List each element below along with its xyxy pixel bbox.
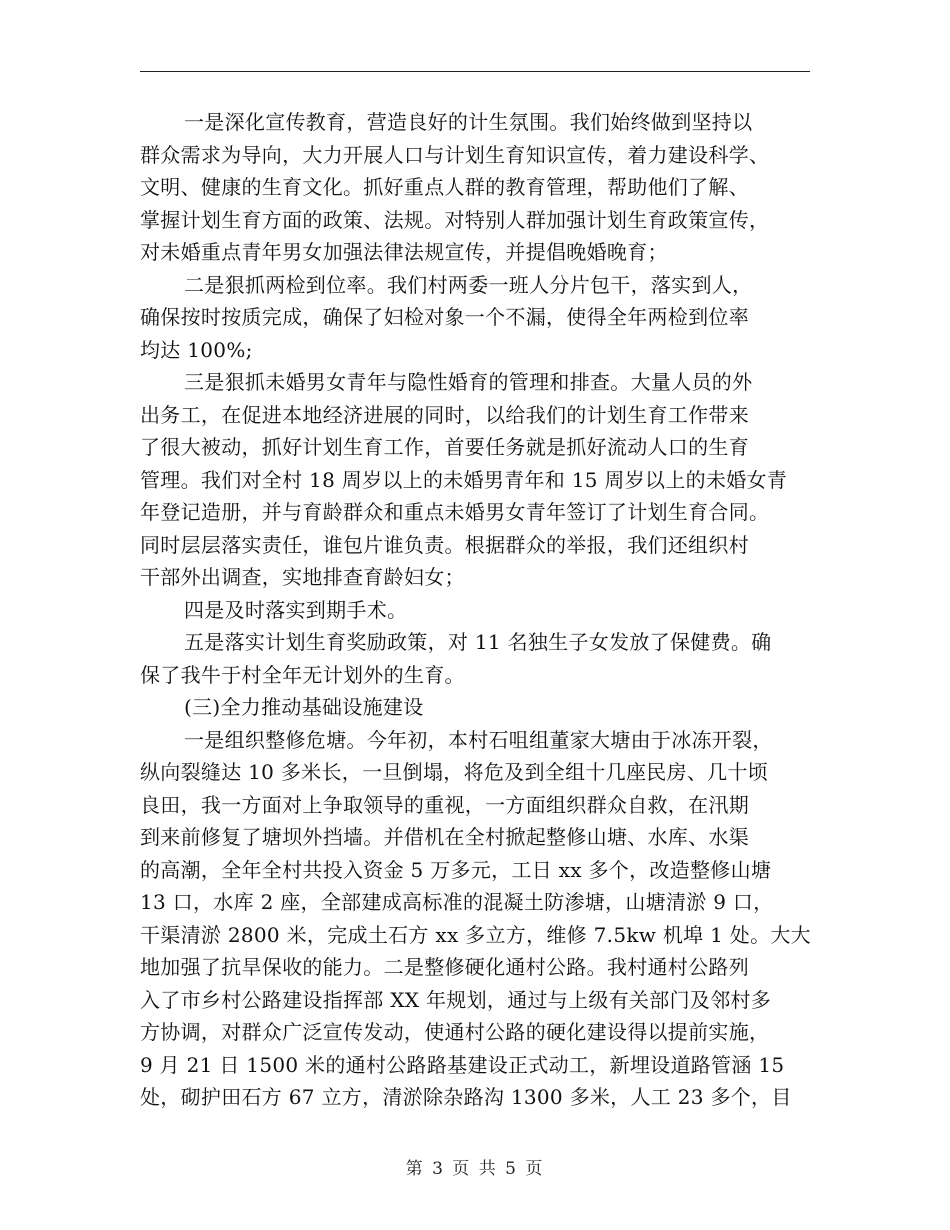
paragraph-line: 了很大被动，抓好计划生育工作，首要任务就是抓好流动人口的生育	[140, 435, 749, 459]
paragraph-line: 对未婚重点青年男女加强法律法规宣传，并提倡晚婚晚育；	[140, 240, 668, 264]
paragraph-line: 五是落实计划生育奖励政策，对 11 名独生子女发放了保健费。确	[184, 630, 772, 654]
paragraph-line: 确保按时按质完成，确保了妇检对象一个不漏，使得全年两检到位率	[140, 305, 749, 329]
paragraph-line: 入了市乡村公路建设指挥部 XX 年规划，通过与上级有关部门及邻村多	[140, 987, 772, 1012]
paragraph-line: 一是组织整修危塘。今年初，本村石咀组董家大塘由于冰冻开裂，	[184, 727, 773, 752]
paragraph-line: 群众需求为导向，大力开展人口与计划生育知识宣传，着力建设科学、	[140, 142, 770, 167]
paragraph-line: 同时层层落实责任，谁包片谁负责。根据群众的举报，我们还组织村	[140, 532, 749, 557]
paragraph-line: 管理。我们对全村 18 周岁以上的未婚男青年和 15 周岁以上的未婚女青	[140, 467, 788, 492]
paragraph-line: 四是及时落实到期手术。	[184, 597, 408, 622]
paragraph-line: 的高潮，全年全村共投入资金 5 万多元，工日 xx 多个，改造整修山塘	[140, 857, 772, 882]
paragraph-line: 一是深化宣传教育，营造良好的计生氛围。我们始终做到坚持以	[184, 110, 753, 134]
paragraph-line: 年登记造册，并与育龄群众和重点未婚男女青年签订了计划生育合同。	[140, 500, 770, 524]
paragraph-line: 干部外出调查，实地排查育龄妇女；	[140, 565, 465, 589]
paragraph-line: 均达 100%;	[140, 337, 253, 362]
paragraph-line: 文明、健康的生育文化。抓好重点人群的教育管理，帮助他们了解、	[140, 175, 749, 199]
paragraph-line: 干渠清淤 2800 米，完成土石方 xx 多立方，维修 7.5kw 机埠 1 处。大大	[140, 922, 811, 947]
paragraph-line: 保了我牛于村全年无计划外的生育。	[140, 662, 465, 687]
paragraph-line: 良田，我一方面对上争取领导的重视，一方面组织群众自救，在汛期	[140, 792, 749, 817]
body-text	[140, 106, 812, 1114]
section-heading: (三)全力推动基础设施建设	[184, 695, 424, 719]
paragraph-line: 掌握计划生育方面的政策、法规。对特别人群加强计划生育政策宣传，	[140, 207, 770, 232]
paragraph-line: 13 口，水库 2 座，全部建成高标准的混凝土防渗塘，山塘清淤 9 口，	[140, 890, 774, 914]
header-rule	[140, 71, 810, 72]
paragraph-line: 二是狠抓两检到位率。我们村两委一班人分片包干，落实到人，	[184, 272, 753, 297]
paragraph-line: 出务工，在促进本地经济进展的同时，以给我们的计划生育工作带来	[140, 402, 749, 427]
page-number-footer: 第 3 页 共 5 页	[405, 1159, 545, 1179]
paragraph-line: 9 月 21 日 1500 米的通村公路路基建设正式动工，新埋设道路管涵 15	[140, 1052, 785, 1077]
paragraph-line: 方协调，对群众广泛宣传发动，使通村公路的硬化建设得以提前实施，	[140, 1020, 770, 1044]
paragraph-line: 地加强了抗旱保收的能力。二是整修硬化通村公路。我村通村公路列	[140, 955, 749, 979]
paragraph-line: 处，砌护田石方 67 立方，清淤除杂路沟 1300 多米，人工 23 多个，目	[140, 1085, 792, 1109]
paragraph-line: 到来前修复了塘坝外挡墙。并借机在全村掀起整修山塘、水库、水渠	[140, 825, 749, 849]
paragraph-line: 三是狠抓未婚男女青年与隐性婚育的管理和排查。大量人员的外	[184, 370, 753, 394]
paragraph-line: 纵向裂缝达 10 多米长，一旦倒塌，将危及到全组十几座民房、几十顷	[140, 760, 769, 784]
